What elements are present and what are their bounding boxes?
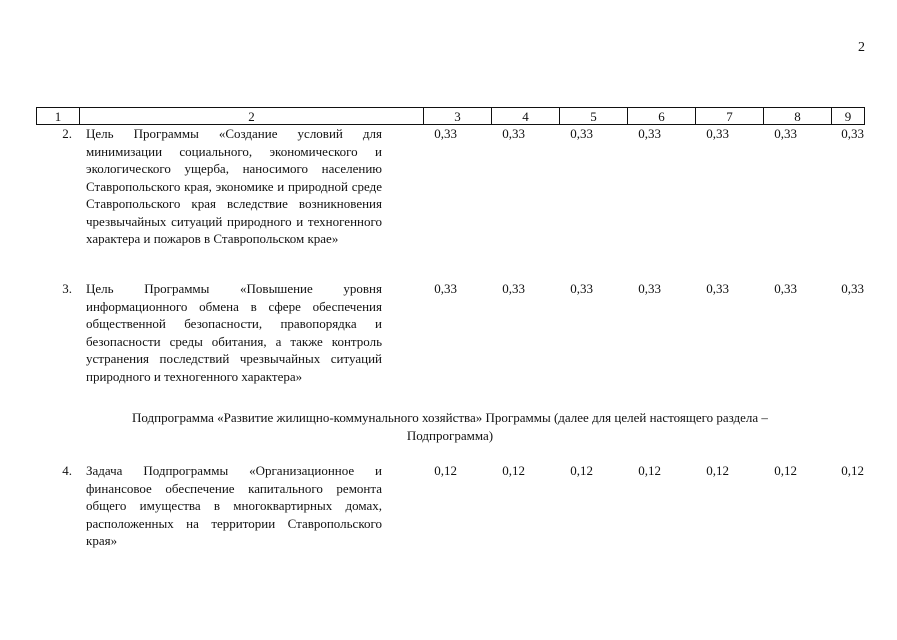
column-header-row [36,107,865,125]
row-value-col4: 0,33 [502,126,525,141]
row-value-col8: 0,33 [774,126,797,141]
page-number: 2 [858,40,865,55]
row-value-col3: 0,33 [434,126,457,141]
row-description: Цель Программы «Создание условий для минимизации социального, экономического и экологического ущерба, наносимого населению Ставропольского края, экономике и природной среде Ставропольского края вследствие возникновения чрезвычайных ситуаций природного и техногенного характера и пожаров в Ставропольском крае» [86,126,382,246]
row-description: Задача Подпрограммы «Организационное и финансовое обеспечение капитального ремонта общего имущества в многоквартирных домах, расположенных на территории Ставропольского края» [86,463,382,548]
row-number: 3. [62,281,72,296]
column-header-6: 6 [628,108,696,125]
row-value-col8: 0,33 [774,281,797,296]
row-number: 2. [62,126,72,141]
row-value-col9: 0,33 [841,281,864,296]
row-value-col6: 0,12 [638,463,661,478]
row-value-col7: 0,33 [706,126,729,141]
row-value-col4: 0,33 [502,281,525,296]
row-value-col5: 0,33 [570,281,593,296]
table-row [36,280,864,400]
row-value-col3: 0,33 [434,281,457,296]
column-header-8: 8 [764,108,832,125]
row-value-col5: 0,12 [570,463,593,478]
row-value-col9: 0,33 [841,126,864,141]
row-value-col3: 0,12 [434,463,457,478]
row-description: Цель Программы «Повышение уровня информационного обмена в сфере обеспечения общественной безопасности, правопорядка и безопасности среды обитания, а также контроль устранения последствий чрезвычайных ситуаций природного и техногенного характера» [86,281,382,384]
column-header-5: 5 [560,108,628,125]
column-header-1: 1 [37,108,80,125]
table-row [36,125,864,265]
row-number: 4. [62,463,72,478]
row-value-col8: 0,12 [774,463,797,478]
row-value-col5: 0,33 [570,126,593,141]
column-header-7: 7 [696,108,764,125]
column-header-2: 2 [80,108,424,125]
subprogram-heading: Подпрограмма «Развитие жилищно-коммунального хозяйства» Программы (далее для целей настоящего раздела – Подпрограмма) [132,410,768,443]
column-header-4: 4 [492,108,560,125]
column-header-3: 3 [424,108,492,125]
row-value-col4: 0,12 [502,463,525,478]
row-value-col7: 0,12 [706,463,729,478]
table-row [36,462,864,552]
row-value-col7: 0,33 [706,281,729,296]
row-value-col6: 0,33 [638,281,661,296]
column-header-9: 9 [832,108,865,125]
row-value-col6: 0,33 [638,126,661,141]
row-value-col9: 0,12 [841,463,864,478]
